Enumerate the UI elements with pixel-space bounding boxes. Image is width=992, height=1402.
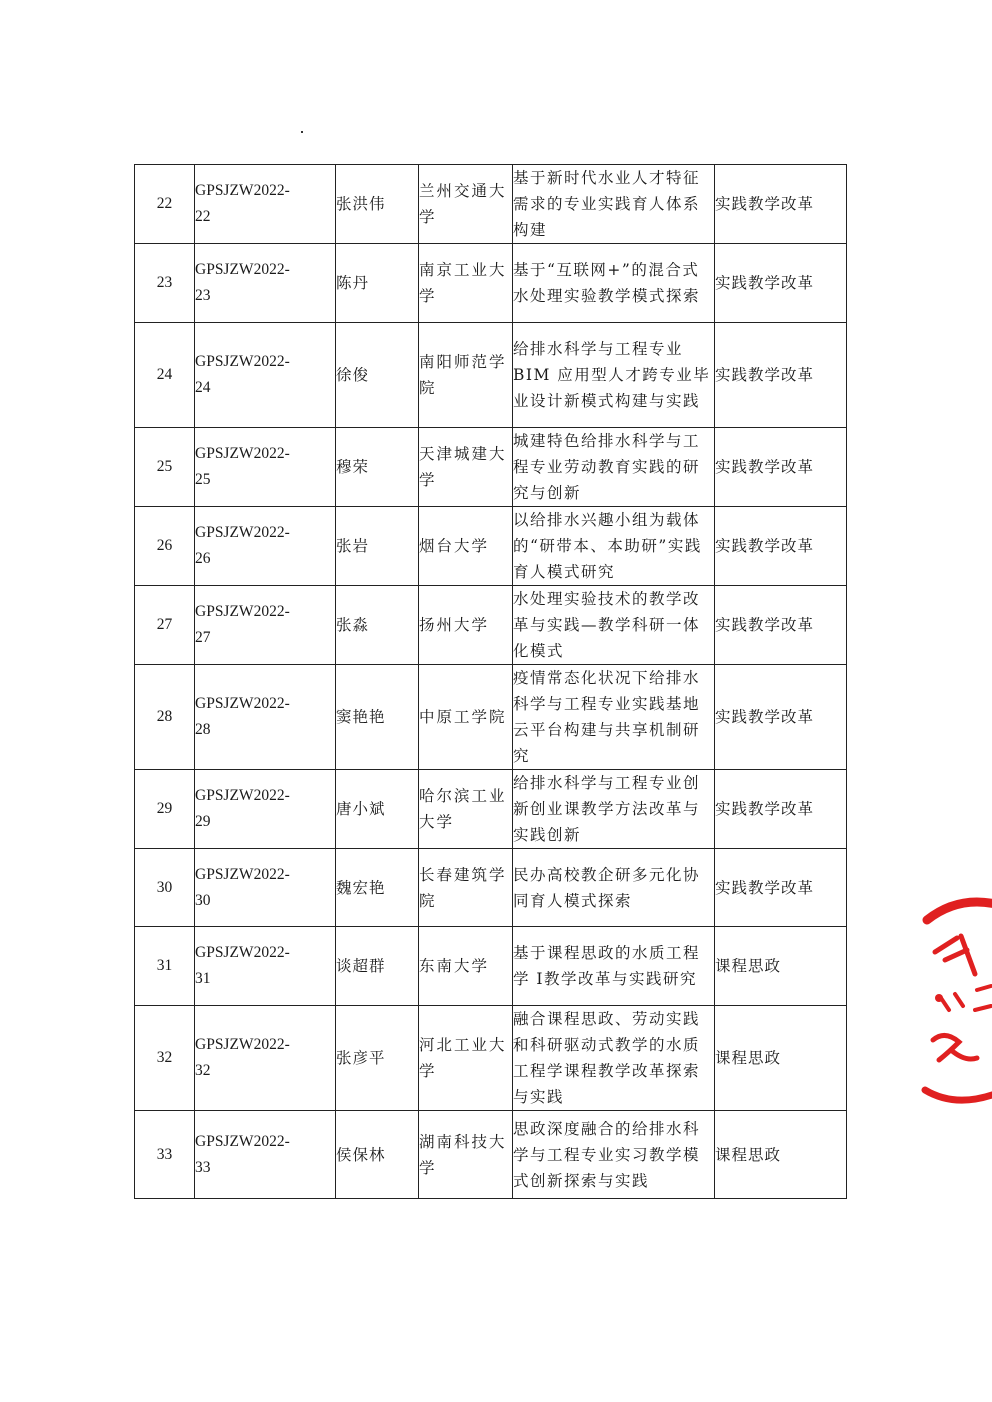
row-number: 30	[135, 849, 195, 927]
project-title: 城建特色给排水科学与工程专业劳动教育实践的研究与创新	[513, 428, 715, 507]
project-code: GPSJZW2022- 24	[195, 323, 336, 428]
project-title: 水处理实验技术的教学改革与实践—教学科研一体化模式	[513, 586, 715, 665]
row-number: 33	[135, 1111, 195, 1199]
project-title: 以给排水兴趣小组为载体的“研带本、本助研”实践育人模式研究	[513, 507, 715, 586]
school-name: 湖南科技大学	[419, 1111, 513, 1199]
table-row	[135, 507, 847, 586]
leader-name: 张岩	[336, 507, 419, 586]
school-name: 烟台大学	[419, 507, 513, 586]
row-number: 31	[135, 927, 195, 1006]
school-name: 哈尔滨工业大学	[419, 770, 513, 849]
project-code: GPSJZW2022- 28	[195, 665, 336, 770]
school-name: 东南大学	[419, 927, 513, 1006]
leader-name: 唐小斌	[336, 770, 419, 849]
leader-name: 穆荣	[336, 428, 419, 507]
project-title: 基于“互联网+”的混合式水处理实验教学模式探索	[513, 244, 715, 323]
project-type: 实践教学改革	[715, 849, 847, 927]
table-row	[135, 665, 847, 770]
seal-fragment-icon	[905, 890, 992, 1110]
table-row	[135, 323, 847, 428]
project-code: GPSJZW2022- 26	[195, 507, 336, 586]
project-code: GPSJZW2022- 30	[195, 849, 336, 927]
school-name: 扬州大学	[419, 586, 513, 665]
table-row	[135, 849, 847, 927]
project-type: 实践教学改革	[715, 428, 847, 507]
project-title: 基于课程思政的水质工程学 I教学改革与实践研究	[513, 927, 715, 1006]
school-name: 南京工业大学	[419, 244, 513, 323]
project-code: GPSJZW2022- 22	[195, 165, 336, 244]
project-type: 实践教学改革	[715, 165, 847, 244]
row-number: 27	[135, 586, 195, 665]
project-title: 融合课程思政、劳动实践和科研驱动式教学的水质工程学课程教学改革探索与实践	[513, 1006, 715, 1111]
project-title: 民办高校教企研多元化协同育人模式探索	[513, 849, 715, 927]
project-title: 给排水科学与工程专业创新创业课教学方法改革与实践创新	[513, 770, 715, 849]
row-number: 22	[135, 165, 195, 244]
project-type: 实践教学改革	[715, 244, 847, 323]
row-number: 23	[135, 244, 195, 323]
school-name: 中原工学院	[419, 665, 513, 770]
school-name: 河北工业大学	[419, 1006, 513, 1111]
table-row	[135, 428, 847, 507]
project-type: 实践教学改革	[715, 507, 847, 586]
project-title: 疫情常态化状况下给排水科学与工程专业实践基地云平台构建与共享机制研究	[513, 665, 715, 770]
project-code: GPSJZW2022- 29	[195, 770, 336, 849]
school-name: 长春建筑学院	[419, 849, 513, 927]
scan-speck	[301, 131, 303, 133]
row-number: 24	[135, 323, 195, 428]
leader-name: 张淼	[336, 586, 419, 665]
row-number: 29	[135, 770, 195, 849]
project-code: GPSJZW2022- 25	[195, 428, 336, 507]
school-name: 兰州交通大学	[419, 165, 513, 244]
table-row	[135, 586, 847, 665]
leader-name: 侯保林	[336, 1111, 419, 1199]
official-seal-stamp	[905, 890, 992, 1110]
project-type: 实践教学改革	[715, 323, 847, 428]
project-type: 实践教学改革	[715, 770, 847, 849]
table-row	[135, 927, 847, 1006]
leader-name: 窦艳艳	[336, 665, 419, 770]
table-row	[135, 244, 847, 323]
project-title: 给排水科学与工程专业BIM 应用型人才跨专业毕业设计新模式构建与实践	[513, 323, 715, 428]
project-type: 课程思政	[715, 927, 847, 1006]
project-code: GPSJZW2022- 33	[195, 1111, 336, 1199]
project-code: GPSJZW2022- 32	[195, 1006, 336, 1111]
project-type: 课程思政	[715, 1006, 847, 1111]
project-type: 实践教学改革	[715, 586, 847, 665]
row-number: 32	[135, 1006, 195, 1111]
leader-name: 徐俊	[336, 323, 419, 428]
project-code: GPSJZW2022- 27	[195, 586, 336, 665]
project-title: 思政深度融合的给排水科学与工程专业实习教学模式创新探索与实践	[513, 1111, 715, 1199]
project-type: 课程思政	[715, 1111, 847, 1199]
table-row	[135, 165, 847, 244]
row-number: 26	[135, 507, 195, 586]
row-number: 25	[135, 428, 195, 507]
project-title: 基于新时代水业人才特征需求的专业实践育人体系构建	[513, 165, 715, 244]
row-number: 28	[135, 665, 195, 770]
project-type: 实践教学改革	[715, 665, 847, 770]
table-row	[135, 1006, 847, 1111]
leader-name: 张洪伟	[336, 165, 419, 244]
leader-name: 谈超群	[336, 927, 419, 1006]
table-row	[135, 770, 847, 849]
table-row	[135, 1111, 847, 1199]
leader-name: 张彦平	[336, 1006, 419, 1111]
project-code: GPSJZW2022- 23	[195, 244, 336, 323]
project-code: GPSJZW2022- 31	[195, 927, 336, 1006]
leader-name: 陈丹	[336, 244, 419, 323]
school-name: 天津城建大学	[419, 428, 513, 507]
school-name: 南阳师范学院	[419, 323, 513, 428]
project-table	[134, 164, 847, 1199]
leader-name: 魏宏艳	[336, 849, 419, 927]
